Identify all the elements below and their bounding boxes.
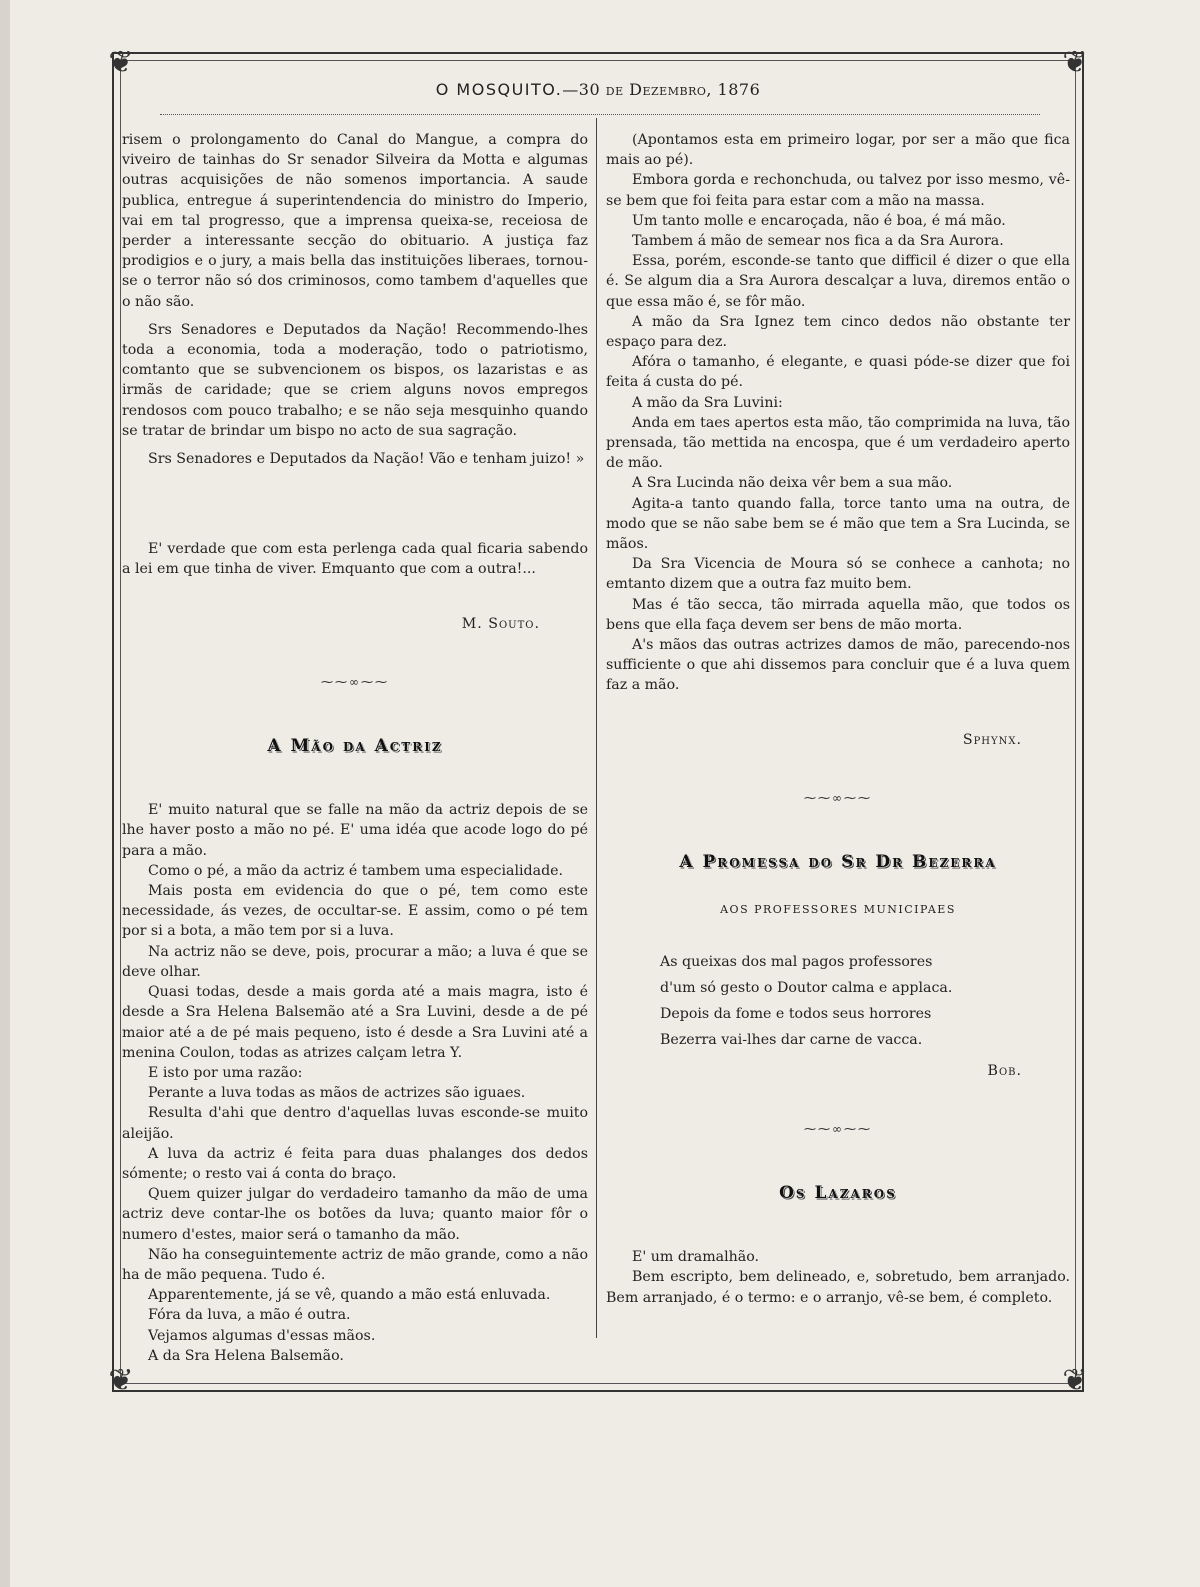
binding-edge xyxy=(0,0,10,1587)
paragraph: Agita-a tanto quando falla, torce tanto uma na outra, de modo que se não sabe bem se é mão que tem a Sra Lucinda, se mãos. xyxy=(606,495,1070,553)
paragraph: E isto por uma razão: xyxy=(148,1064,303,1081)
paragraph: Fóra da luva, a mão é outra. xyxy=(148,1307,351,1324)
column-divider xyxy=(596,118,597,1338)
corner-ornament-icon: ❦ xyxy=(108,45,134,80)
paragraph: Embora gorda e rechonchuda, ou talvez por isso mesmo, vê-se bem que foi feita para estar com a mão na massa. xyxy=(606,172,1070,209)
poem-subtitle: AOS PROFESSORES MUNICIPAES xyxy=(720,903,956,917)
corner-ornament-icon: ❦ xyxy=(1062,1363,1088,1398)
corner-ornament-icon: ❦ xyxy=(108,1363,134,1398)
paragraph: Como o pé, a mão da actriz é tambem uma especialidade. xyxy=(148,862,564,879)
signature: Bob. xyxy=(987,1062,1022,1079)
paragraph: Um tanto molle e encaroçada, não é boa, é má mão. xyxy=(632,212,1006,229)
poem xyxy=(606,949,1070,1053)
paragraph: Srs Senadores e Deputados da Nação! Vão e tenham juizo! » xyxy=(148,451,585,468)
paragraph: Tambem á mão de semear nos fica a da Sra Aurora. xyxy=(632,233,1004,250)
left-column xyxy=(122,130,588,1366)
paragraph: Afóra o tamanho, é elegante, e quasi póde-se dizer que foi feita á custa do pé. xyxy=(606,354,1070,391)
paragraph: (Apontamos esta em primeiro logar, por ser a mão que fica mais ao pé). xyxy=(606,132,1070,169)
paragraph: Na actriz não se deve, pois, procurar a mão; a luva é que se deve olhar. xyxy=(122,943,588,980)
signature: Sphynx. xyxy=(962,731,1022,748)
paragraph: Quasi todas, desde a mais gorda até a mais magra, isto é desde a Sra Helena Balsemão até a Sra Luvini, desde a de pé maior até a de pé mais pequeno, isto é desde a Sra Luvini até a menina Coulon, todas as atrizes calçam letra Y. xyxy=(122,984,588,1061)
divider-ornament-icon: ⁓⁓∞⁓⁓ xyxy=(804,790,872,805)
paragraph: E' verdade que com esta perlenga cada qual ficaria sabendo a lei em que tinha de viver. Emquanto que com a outra!... xyxy=(122,541,588,578)
paragraph: E' muito natural que se falle na mão da actriz depois de se lhe haver posto a mão no pé. E' uma idéa que acode logo do pé para a mão. xyxy=(122,802,588,859)
header-day: 30 xyxy=(578,80,601,99)
poem-line: Bezerra vai-lhes dar carne de vacca. xyxy=(660,1031,923,1048)
paragraph: risem o prolongamento do Canal do Mangue, a compra do viveiro de tainhas do Sr senador Silveira da Motta e algumas outras acquisições de não somenos importancia. A saude publica, entregue á superintendencia do ministro do Imperio, vai em tal progresso, que a imprensa queixa-se, receiosa de perder a interessante secção do obituario. A justiça faz prodigios e o jury, a mais bella das instituições liberaes, tornou-se o terror não só dos criminosos, como tambem d'aquelles que o não são. xyxy=(122,132,588,310)
signature: M. Souto. xyxy=(461,615,540,632)
paragraph: A luva da actriz é feita para duas phalanges dos dedos sómente; o resto vai á conta do braço. xyxy=(122,1145,588,1182)
paragraph: Apparentemente, já se vê, quando a mão está enluvada. xyxy=(148,1287,551,1304)
header-date: de Dezembro, 1876 xyxy=(605,80,761,99)
newspaper-title: O MOSQUITO. xyxy=(435,80,563,99)
paragraph: Quem quizer julgar do verdadeiro tamanho da mão de uma actriz deve contar-lhe os botões da luva; quanto maior fôr o numero d'estes, maior será o tamanho da mão. xyxy=(122,1186,588,1243)
poem-line: As queixas dos mal pagos professores xyxy=(660,953,933,970)
paragraph: Mas é tão secca, tão mirrada aquella mão, que todos os bens que ella faça devem ser bens de mão morta. xyxy=(606,596,1070,633)
spacer xyxy=(122,469,588,539)
paragraph: A mão da Sra Ignez tem cinco dedos não obstante ter espaço para dez. xyxy=(606,313,1070,351)
page-header xyxy=(112,80,1084,106)
article-title: A Mão da Actriz xyxy=(267,736,443,757)
header-separator: — xyxy=(562,80,579,99)
paragraph: A da Sra Helena Balsemão. xyxy=(148,1347,344,1364)
paragraph: Resulta d'ahi que dentro d'aquellas luvas esconde-se muito aleijão. xyxy=(122,1105,588,1142)
paragraph: E' um dramalhão. xyxy=(632,1249,760,1266)
paragraph: Vejamos algumas d'essas mãos. xyxy=(148,1327,376,1344)
paragraph: A's mãos das outras actrizes damos de mão, parecendo-nos sufficiente o que ahi dissemos para concluir que é a luva quem faz a mão. xyxy=(606,637,1070,694)
article-title: Os Lazaros xyxy=(779,1182,897,1203)
poem-line: d'um só gesto o Doutor calma e applaca. xyxy=(660,979,953,996)
header-rule xyxy=(160,106,1040,115)
poem-title: A Promessa do Sr Dr Bezerra xyxy=(679,852,997,873)
paragraph: Mais posta em evidencia do que o pé, tem como este necessidade, ás vezes, de occultar-se. E assim, como o pé tem por si a bota, a mão tem por si a luva. xyxy=(122,883,588,940)
corner-ornament-icon: ❦ xyxy=(1062,45,1088,80)
divider-ornament-icon: ⁓⁓∞⁓⁓ xyxy=(321,674,389,689)
divider-ornament-icon: ⁓⁓∞⁓⁓ xyxy=(804,1121,872,1136)
paragraph: Bem escripto, bem delineado, e, sobretudo, bem arranjado. Bem arranjado, é o termo: e o arranjo, vê-se bem, é completo. xyxy=(606,1269,1070,1306)
paragraph: Srs Senadores e Deputados da Nação! Recommendo-lhes toda a economia, toda a moderação, todo o patriotismo, comtanto que se subvencionem os bispos, os lazaristas e as irmãs de caridade; que se criem alguns novos empregos rendosos com pouco trabalho; e se não seja mesquinho quando se tratar de brindar um bispo no acto de sua sagração. xyxy=(122,321,588,439)
paragraph: Anda em taes apertos esta mão, tão comprimida na luva, tão prensada, tão mettida na encospa, que é um verdadeiro aperto de mão. xyxy=(606,414,1070,472)
paragraph: Não ha conseguintemente actriz de mão grande, como a não ha de mão pequena. Tudo é. xyxy=(122,1246,588,1283)
paragraph: Da Sra Vicencia de Moura só se conhece a canhota; no emtanto dizem que a outra faz muito bem. xyxy=(606,556,1070,593)
paragraph: Perante a luva todas as mãos de actrizes são iguaes. xyxy=(148,1085,526,1102)
right-column xyxy=(606,130,1070,1308)
paragraph: Essa, porém, esconde-se tanto que difficil é dizer o que ella é. Se algum dia a Sra Aurora descalçar a luva, diremos então o que essa mão é, se fôr mão. xyxy=(606,253,1070,310)
poem-line: Depois da fome e todos seus horrores xyxy=(660,1005,932,1022)
paragraph: A mão da Sra Luvini: xyxy=(632,394,783,411)
paragraph: A Sra Lucinda não deixa vêr bem a sua mão. xyxy=(632,475,953,492)
